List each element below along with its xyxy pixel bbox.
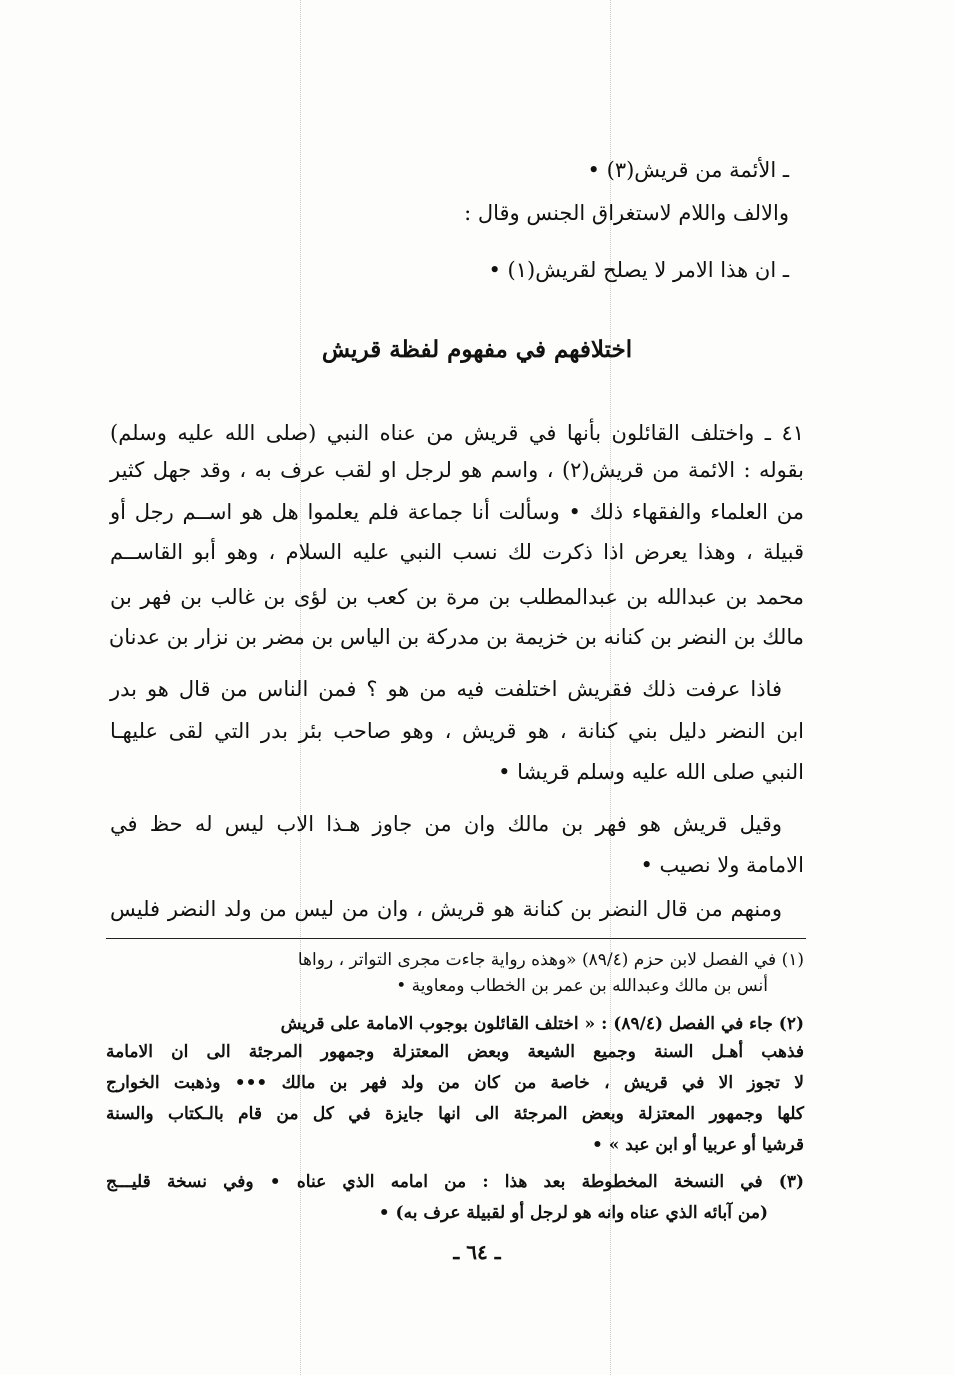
footnote-line: كلها وجمهور المعتزلة وبعض المرجئة الى انها جايزة في كل من قام بالـكتاب والسنة [106,1104,804,1124]
footnote-line: لا تجوز الا في قريش ، خاصة من كان من ولد فهر بن مالك ••• وذهبت الخوارج [106,1073,804,1093]
body-line: النبي صلى الله عليه وسلم قريشا • [498,760,804,784]
page-number: ـ ٦٤ ـ [453,1240,501,1264]
intro-line: ـ ان هذا الامر لا يصلح لقريش(١) • [488,258,789,282]
footnote-line: (٢) جاء في الفصل (٨٩/٤) : « اختلف القائلون بوجوب الامامة على قريش [280,1014,804,1034]
body-line: ابن النضر دليل بني كنانة ، هو قريش ، وهو صاحب بئر بدر التي لقى عليهـا [110,719,804,743]
footnote-line: فذهب أهـل السنة وجميع الشيعة وبعض المعتزلة وجمهور المرجئة الى ان الامامة [106,1042,804,1062]
body-line: وقيل قريش هو فهر بن مالك وان من جاوز هـذا الاب ليس له حظ في [110,812,782,836]
body-line: محمد بن عبدالله بن عبدالمطلب بن مرة بن كعب بن لؤى بن غالب بن فهر بن [110,585,804,609]
footnote-line: (٣) في النسخة المخطوطة بعد هذا : من امامه الذي عناه • وفي نسخة قليـــج [106,1172,804,1192]
body-line: ومنهم من قال النضر بن كنانة هو قريش ، وان من ليس من ولد النضر فليس [110,897,782,921]
body-line: الامامة ولا نصيب • [640,853,804,877]
body-line: بقوله : الائمة من قريش(٢) ، واسم هو لرجل او لقب عرف به ، وقد جهل كثير [110,458,804,482]
footnote-separator [106,938,806,939]
body-line: قبيلة ، وهذا يعرض اذا ذكرت لك نسب النبي عليه السلام ، وهو أبو القاســم [110,540,804,564]
body-line: ٤١ ـ واختلف القائلون بأنها في قريش من عناه النبي (صلى الله عليه وسلم) [110,421,804,445]
body-line: فاذا عرفت ذلك فقريش اختلفت فيه من هو ؟ فمن الناس من قال هو بدر [110,677,782,701]
footnote-line: (١) في الفصل لابن حزم (٨٩/٤) «وهذه رواية جاءت مجرى التواتر ، رواها [297,950,804,970]
body-line: من العلماء والفقهاء ذلك • وسألت أنا جماعة فلم يعلموا هل هو اســم رجل أو [110,500,804,524]
section-heading: اختلافهم في مفهوم لفظة قريش [321,336,633,363]
intro-line: ـ الأئمة من قريش(٣) • [587,158,789,182]
footnote-line: قرشيا أو عربيا أو ابن عبد » • [591,1135,804,1155]
footnote-line: (من آبائه الذي عناه وانه هو لرجل أو لقبيلة عرف به) • [378,1203,768,1223]
intro-line: والالف واللام لاستغراق الجنس وقال : [464,201,789,225]
body-line: مالك بن النضر بن كنانه بن خزيمة بن مدركة بن الياس بن مضر بن نزار بن عدنان [108,625,804,649]
footnote-line: أنس بن مالك وعبدالله بن عمر بن الخطاب ومعاوية • [396,976,768,996]
